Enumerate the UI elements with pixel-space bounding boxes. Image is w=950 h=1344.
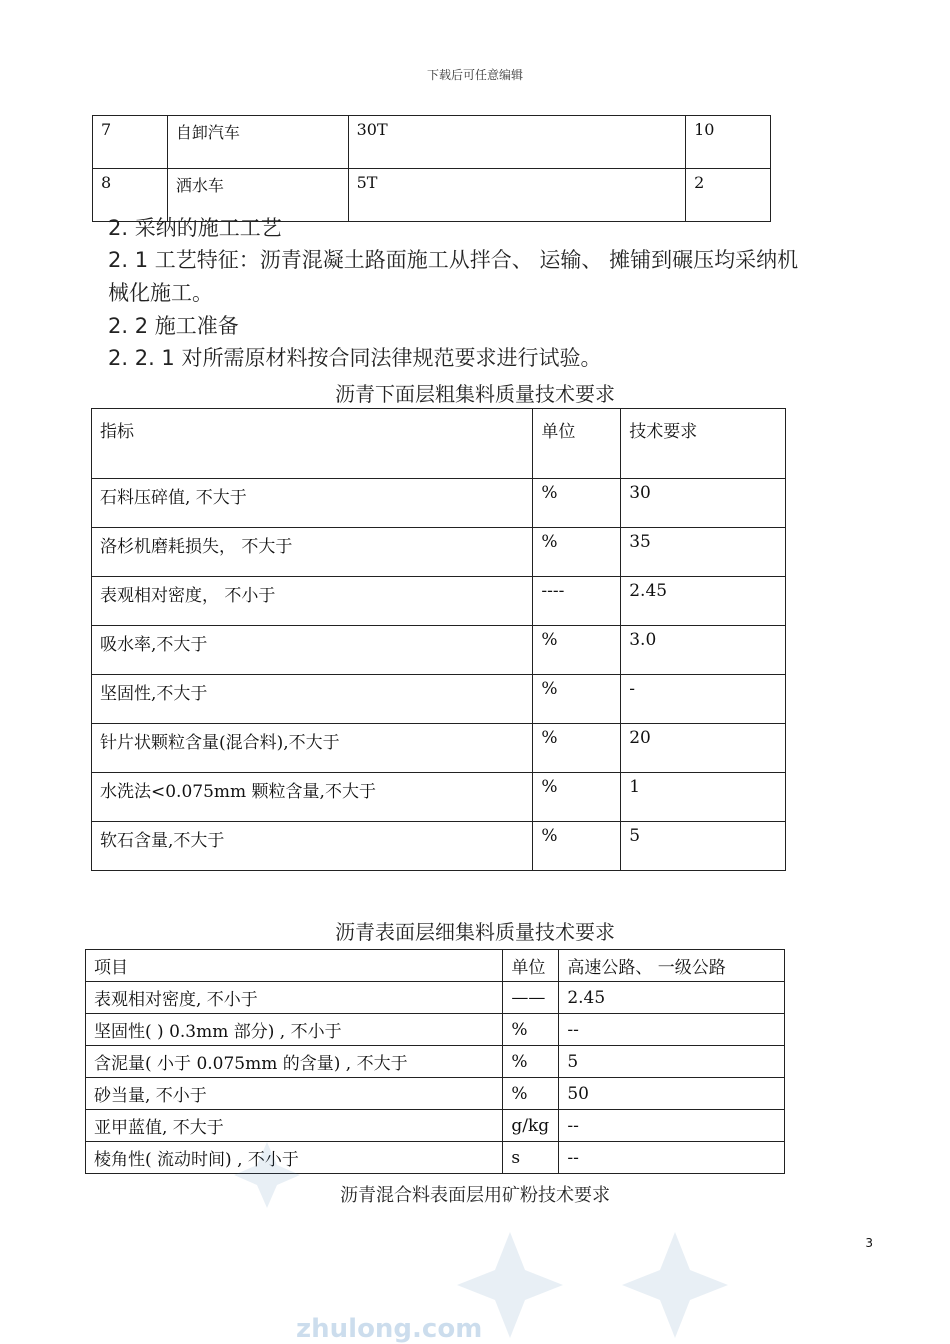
table-cell: % <box>503 1014 559 1046</box>
table-cell: ---- <box>533 577 621 626</box>
table-row <box>86 982 785 1014</box>
table-cell: -- <box>559 1142 785 1174</box>
table-cell: g/kg <box>503 1110 559 1142</box>
section-heading-2-2: 2. 2 施工准备 <box>108 314 239 338</box>
table-cell: 石料压碎值, 不大于 <box>92 479 533 528</box>
table-cell: 吸水率,不大于 <box>92 626 533 675</box>
table-cell: % <box>533 773 621 822</box>
table-cell: 35 <box>621 528 786 577</box>
table-cell: % <box>533 479 621 528</box>
column-header: 项目 <box>86 950 503 982</box>
table-cell: 30T <box>348 116 685 169</box>
section-heading-2: 2. 采纳的施工工艺 <box>108 216 282 240</box>
mineral-powder-caption: 沥青混合料表面层用矿粉技术要求 <box>340 1185 610 1206</box>
table-cell: -- <box>559 1014 785 1046</box>
table-cell: 20 <box>621 724 786 773</box>
table-cell: 水洗法<0.075mm 颗粒含量,不大于 <box>92 773 533 822</box>
table-row <box>93 116 771 169</box>
table-cell: 坚固性,不大于 <box>92 675 533 724</box>
column-header: 指标 <box>92 409 533 479</box>
table-header-row <box>92 409 786 479</box>
table-cell: 2 <box>686 169 771 222</box>
watermark-text: zhulong.com <box>296 1314 483 1344</box>
table-cell: % <box>533 528 621 577</box>
table-row <box>92 626 786 675</box>
column-header: 技术要求 <box>621 409 786 479</box>
paragraph-material-testing: 2. 2. 1 对所需原材料按合同法律规范要求进行试验。 <box>108 346 602 370</box>
table-row <box>92 528 786 577</box>
table-cell: 亚甲蓝值, 不大于 <box>86 1110 503 1142</box>
column-header: 高速公路、 一级公路 <box>559 950 785 982</box>
coarse-aggregate-table <box>91 408 786 871</box>
table-cell: 7 <box>93 116 168 169</box>
table-cell: 2.45 <box>559 982 785 1014</box>
table-row <box>86 1110 785 1142</box>
table-row <box>86 1014 785 1046</box>
table-row <box>92 773 786 822</box>
table-cell: —— <box>503 982 559 1014</box>
watermark-flake-icon <box>232 1140 302 1210</box>
column-header: 单位 <box>503 950 559 982</box>
table-cell: 表观相对密度， 不小于 <box>92 577 533 626</box>
page-number: 3 <box>865 1236 873 1250</box>
table-cell: 砂当量, 不小于 <box>86 1078 503 1110</box>
table-cell: % <box>533 626 621 675</box>
table-row <box>92 577 786 626</box>
table-cell: 自卸汽车 <box>167 116 348 169</box>
fine-table-caption: 沥青表面层细集料质量技术要求 <box>335 920 615 944</box>
table-cell: 5 <box>621 822 786 871</box>
table-cell: 棱角性( 流动时间) , 不小于 <box>86 1142 503 1174</box>
table-cell: 洛杉机磨耗损失， 不大于 <box>92 528 533 577</box>
coarse-table-caption: 沥青下面层粗集料质量技术要求 <box>335 382 615 406</box>
table-cell: 针片状颗粒含量(混合料),不大于 <box>92 724 533 773</box>
table-cell: 30 <box>621 479 786 528</box>
table-cell: % <box>533 822 621 871</box>
table-cell: 5 <box>559 1046 785 1078</box>
table-cell: % <box>533 724 621 773</box>
paragraph-process-features: 2. 1 工艺特征：沥青混凝土路面施工从拌合、 运输、 摊铺到碾压均采纳机 <box>108 248 799 272</box>
watermark-flake-icon <box>620 1230 730 1340</box>
table-cell: 2.45 <box>621 577 786 626</box>
table-header-row <box>86 950 785 982</box>
paragraph-process-features-cont: 械化施工。 <box>108 281 213 305</box>
table-cell: 1 <box>621 773 786 822</box>
table-cell: s <box>503 1142 559 1174</box>
column-header: 单位 <box>533 409 621 479</box>
table-row <box>92 479 786 528</box>
table-cell: 软石含量,不大于 <box>92 822 533 871</box>
table-cell: 10 <box>686 116 771 169</box>
table-row <box>86 1142 785 1174</box>
table-row <box>86 1078 785 1110</box>
table-cell: 含泥量( 小于 0.075mm 的含量) , 不大于 <box>86 1046 503 1078</box>
table-cell: 表观相对密度, 不小于 <box>86 982 503 1014</box>
table-row <box>86 1046 785 1078</box>
fine-aggregate-table <box>85 949 785 1174</box>
table-row <box>92 822 786 871</box>
table-cell: % <box>503 1046 559 1078</box>
equipment-table <box>92 115 771 222</box>
table-cell: 5T <box>348 169 685 222</box>
table-row <box>92 675 786 724</box>
table-cell: 坚固性( ) 0.3mm 部分) , 不小于 <box>86 1014 503 1046</box>
table-cell: % <box>503 1078 559 1110</box>
table-cell: % <box>533 675 621 724</box>
table-cell: 8 <box>93 169 168 222</box>
table-row <box>92 724 786 773</box>
table-cell: 50 <box>559 1078 785 1110</box>
table-cell: 洒水车 <box>167 169 348 222</box>
table-cell: -- <box>559 1110 785 1142</box>
table-cell: 3.0 <box>621 626 786 675</box>
table-cell: - <box>621 675 786 724</box>
page-header: 下载后可任意编辑 <box>426 68 523 82</box>
